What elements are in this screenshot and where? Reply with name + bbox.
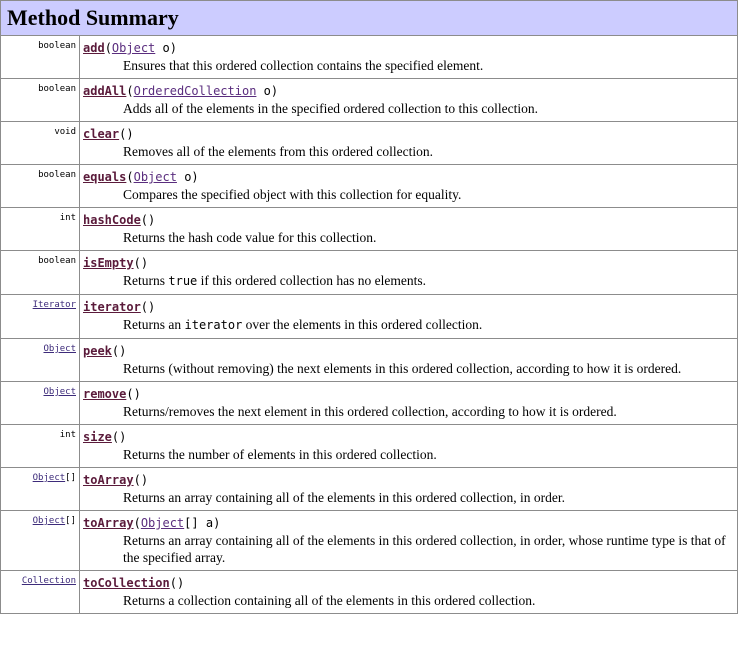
return-type-cell <box>1 295 80 339</box>
description-text: Returns/removes the next element in this ordered collection, according to how it is ordered. <box>123 404 617 419</box>
method-row <box>1 468 738 511</box>
description-text: Returns (without removing) the next elements in this ordered collection, according to how it is ordered. <box>123 361 682 376</box>
method-row <box>1 382 738 425</box>
method-description <box>83 185 737 207</box>
method-name-link[interactable]: peek <box>83 344 112 358</box>
method-name-link[interactable]: equals <box>83 170 127 184</box>
return-type-link[interactable]: Object <box>32 473 66 483</box>
method-description <box>83 228 737 250</box>
method-signature-cell: add(Object o) Ensures that this ordered collection contains the specified element. <box>80 36 738 79</box>
description-text: Returns <box>123 273 169 288</box>
method-signature-cell: addAll(OrderedCollection o) Adds all of the elements in the specified ordered collection to this collection. <box>80 79 738 122</box>
description-text-tail: if this ordered collection has no elements. <box>197 273 426 288</box>
method-description <box>83 531 737 570</box>
method-name-link[interactable]: size <box>83 430 112 444</box>
description-text: Ensures that this ordered collection contains the specified element. <box>123 58 484 73</box>
return-type: boolean <box>38 41 76 51</box>
return-type-array-suffix: [] <box>65 473 76 483</box>
method-signature-cell: hashCode() Returns the hash code value for this collection. <box>80 208 738 251</box>
method-description <box>83 445 737 467</box>
method-name-link[interactable]: toCollection <box>83 576 170 590</box>
return-type: int <box>59 213 76 223</box>
method-row <box>1 36 738 79</box>
method-name-link[interactable]: iterator <box>83 300 141 314</box>
method-description <box>83 99 737 121</box>
method-row <box>1 295 738 339</box>
param-array-suffix: [] <box>184 516 199 530</box>
method-name-link[interactable]: addAll <box>83 84 127 98</box>
param-type-link[interactable]: OrderedCollection <box>133 84 257 98</box>
return-type-link[interactable]: Object <box>43 344 76 354</box>
return-type-array-suffix: [] <box>65 516 76 526</box>
method-summary-title: Method Summary <box>1 1 738 36</box>
description-text: Returns an <box>123 317 185 332</box>
description-text: Returns an array containing all of the elements in this ordered collection, in order, whose runtime type is that of the specified array. <box>123 533 726 565</box>
method-row <box>1 79 738 122</box>
method-description <box>83 271 737 294</box>
return-type-cell <box>1 36 80 79</box>
param-name: o <box>184 170 192 184</box>
return-type-cell <box>1 339 80 382</box>
method-signature-cell: toArray() Returns an array containing all of the elements in this ordered collection, in order. <box>80 468 738 511</box>
method-row <box>1 165 738 208</box>
description-text: Returns the hash code value for this collection. <box>123 230 377 245</box>
return-type-cell <box>1 468 80 511</box>
return-type: int <box>59 430 76 440</box>
method-signature-cell: size() Returns the number of elements in this ordered collection. <box>80 425 738 468</box>
method-name-link[interactable]: isEmpty <box>83 256 134 270</box>
description-text: Adds all of the elements in the specified ordered collection to this collection. <box>123 101 538 116</box>
param-type-link[interactable]: Object <box>133 170 177 184</box>
description-text: Compares the specified object with this collection for equality. <box>123 187 462 202</box>
method-description <box>83 142 737 164</box>
method-description <box>83 56 737 78</box>
method-signature-cell: toArray(Object[] a) Returns an array containing all of the elements in this ordered collection, in order, whose runtime type is that of the specified array. <box>80 511 738 571</box>
param-type-link[interactable]: Object <box>111 41 156 55</box>
param-name: a <box>205 516 214 530</box>
method-row <box>1 208 738 251</box>
return-type: boolean <box>38 84 76 94</box>
return-type-cell <box>1 511 80 571</box>
return-type-cell <box>1 425 80 468</box>
method-signature-cell: peek() Returns (without removing) the next elements in this ordered collection, according to how it is ordered. <box>80 339 738 382</box>
return-type-cell <box>1 122 80 165</box>
method-row <box>1 122 738 165</box>
method-row <box>1 511 738 571</box>
description-text-tail: over the elements in this ordered collection. <box>242 317 483 332</box>
method-row <box>1 339 738 382</box>
method-name-link[interactable]: toArray <box>83 473 134 487</box>
method-name-link[interactable]: add <box>83 41 105 55</box>
description-text: Returns an array containing all of the elements in this ordered collection, in order. <box>123 490 565 505</box>
description-code: true <box>168 274 198 288</box>
return-type-link[interactable]: Collection <box>21 576 76 586</box>
method-description <box>83 402 737 424</box>
method-row <box>1 251 738 295</box>
param-type-link[interactable]: Object <box>140 516 185 530</box>
method-description <box>83 591 737 613</box>
return-type-cell <box>1 571 80 614</box>
return-type: boolean <box>38 256 76 266</box>
description-text: Removes all of the elements from this ordered collection. <box>123 144 434 159</box>
method-name-link[interactable]: remove <box>83 387 127 401</box>
return-type-link[interactable]: Object <box>32 516 66 526</box>
return-type-cell <box>1 382 80 425</box>
method-signature-cell: iterator() Returns an iterator over the elements in this ordered collection. <box>80 295 738 339</box>
return-type-cell <box>1 251 80 295</box>
method-signature-cell: remove() Returns/removes the next element in this ordered collection, according to how it is ordered. <box>80 382 738 425</box>
method-row <box>1 425 738 468</box>
method-signature-cell: toCollection() Returns a collection containing all of the elements in this ordered collection. <box>80 571 738 614</box>
method-description <box>83 359 737 381</box>
param-name: o <box>263 84 271 98</box>
return-type-link[interactable]: Iterator <box>32 300 76 310</box>
method-signature-cell: equals(Object o) Compares the specified object with this collection for equality. <box>80 165 738 208</box>
method-signature-cell: clear() Removes all of the elements from this ordered collection. <box>80 122 738 165</box>
return-type-cell <box>1 79 80 122</box>
method-name-link[interactable]: toArray <box>83 516 134 530</box>
method-name-link[interactable]: hashCode <box>83 213 141 227</box>
method-signature-cell: isEmpty() Returns true if this ordered collection has no elements. <box>80 251 738 295</box>
description-code: iterator <box>184 318 243 332</box>
return-type: boolean <box>38 170 76 180</box>
description-text: Returns a collection containing all of the elements in this ordered collection. <box>123 593 536 608</box>
return-type-link[interactable]: Object <box>43 387 76 397</box>
description-text: Returns the number of elements in this ordered collection. <box>123 447 437 462</box>
return-type-cell <box>1 208 80 251</box>
method-name-link[interactable]: clear <box>83 127 120 141</box>
method-row <box>1 571 738 614</box>
return-type-cell <box>1 165 80 208</box>
method-description <box>83 315 737 338</box>
param-name: o <box>162 41 170 55</box>
method-description <box>83 488 737 510</box>
method-summary-header-row <box>1 1 738 36</box>
return-type: void <box>54 127 76 137</box>
